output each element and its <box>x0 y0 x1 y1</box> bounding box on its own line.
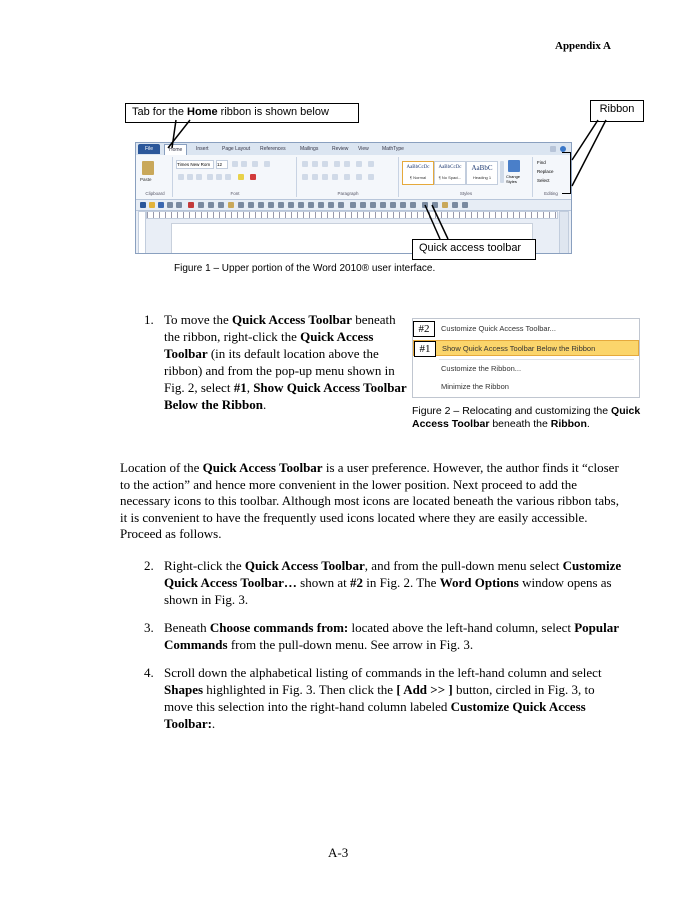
caption-text: . <box>586 418 590 430</box>
font-size-box[interactable]: 12 <box>216 160 228 169</box>
text-run: window opens as shown in Fig. 3. <box>164 575 612 607</box>
page-number: A-3 <box>328 845 349 860</box>
text-run: , and from the pull-down menu select <box>364 558 563 573</box>
tab-file[interactable]: File <box>138 144 160 154</box>
text-run: from the pull-down menu. See arrow in Fig. 3. <box>227 637 474 652</box>
step-number: 2. <box>144 558 154 573</box>
context-menu-screenshot <box>412 318 640 398</box>
editing-group-label: Editing <box>544 191 558 196</box>
caption-bold: Quick Access Toolbar <box>412 405 641 430</box>
replace-button[interactable]: Replace <box>537 169 554 174</box>
tab-page-layout[interactable]: Page Layout <box>222 146 251 152</box>
caption-text: Figure 2 – Relocating and customizing the <box>412 405 612 417</box>
style-name: Heading 1 <box>472 175 492 180</box>
style-name: ¶ No Spaci... <box>438 175 462 180</box>
text-run: . <box>211 716 216 731</box>
text-run: . <box>262 397 267 412</box>
figure1-caption: Figure 1 – Upper portion of the Word 2010® user interface. <box>174 263 436 274</box>
appendix-header: Appendix A <box>555 40 611 52</box>
clipboard-group-label: Clipboard <box>145 191 165 196</box>
text-run: button, circled in Fig. 3, to move this selection into the right-hand column labeled <box>164 682 595 714</box>
text-run: , <box>246 380 254 395</box>
figure2-caption <box>412 405 642 431</box>
menu-customize-qat[interactable] <box>413 321 639 337</box>
caption-text: beneath the <box>489 418 551 430</box>
text-run: Location of the <box>120 460 203 475</box>
marker-1: #1 <box>414 341 436 357</box>
bold-run: Customize Quick Access Toolbar: <box>164 699 586 731</box>
ribbon-pointer-line <box>572 120 598 160</box>
step-text <box>164 619 624 653</box>
bold-run: [ Add >> ] <box>396 682 453 697</box>
bold-run: Shapes <box>164 682 204 697</box>
bold-run: Quick Access Toolbar <box>202 460 323 475</box>
text-run: beneath the ribbon, right-click the <box>164 312 396 344</box>
text-run: is a user preference. However, the author finds it “closer to the action” and hence more convenient in the lower position. Next proceed to add the necessary icons to this toolbar. Although most icons are located beneath the various ribbon tabs, it is convenient to have the frequently used icons located where they are easily accessible. Proceed as follows. <box>120 460 619 541</box>
bold-run: Quick Access Toolbar <box>232 312 352 327</box>
text-run: (in its default location above the ribbon) and from the pop-up menu shown in Fig. 2, select <box>164 346 395 395</box>
bold-run: Show Quick Access Toolbar Below the Ribbon <box>164 380 407 412</box>
change-styles-label[interactable]: Change Styles <box>506 174 521 184</box>
callout-bold: Home <box>187 106 218 118</box>
step-number: 1. <box>144 312 154 327</box>
bold-run: Quick Access Toolbar <box>244 558 365 573</box>
tab-insert[interactable]: Insert <box>196 146 209 152</box>
tab-mathtype[interactable]: MathType <box>382 146 404 152</box>
menu-show-qat-below[interactable] <box>413 340 639 356</box>
tab-home[interactable]: Home <box>164 144 187 155</box>
bold-run: #1 <box>233 380 247 395</box>
bold-run: #2 <box>350 575 364 590</box>
font-name-box[interactable]: Times New Rom <box>176 160 214 169</box>
callout-text: ribbon is shown below <box>217 106 329 118</box>
qat-pointer-line <box>432 205 448 239</box>
step-text <box>164 557 624 608</box>
menu-label: Show Quick Access Toolbar Below the Ribbon <box>442 344 596 353</box>
text-run: To move the <box>164 312 233 327</box>
bold-run: Popular Commands <box>164 620 619 652</box>
paste-label: Paste <box>140 177 152 182</box>
text-run: Right-click the <box>164 558 245 573</box>
text-run: shown at <box>296 575 351 590</box>
marker-2: #2 <box>413 321 435 337</box>
menu-customize-ribbon[interactable] <box>413 361 639 377</box>
text-run: in Fig. 2. The <box>363 575 440 590</box>
bold-run: Customize Quick Access Toolbar… <box>164 558 622 590</box>
bold-run: Word Options <box>439 575 519 590</box>
style-sample: AaBbCcDc <box>406 165 430 170</box>
styles-group-label: Styles <box>459 191 473 196</box>
caption-bold: Ribbon <box>550 418 587 430</box>
tab-mailings[interactable]: Mailings <box>300 146 319 152</box>
callout-pointers <box>0 0 695 300</box>
step-number: 4. <box>144 665 154 680</box>
tab-review[interactable]: Review <box>332 146 349 152</box>
menu-label: Customize Quick Access Toolbar... <box>441 324 556 333</box>
tab-references[interactable]: References <box>260 146 286 152</box>
home-pointer-line <box>172 120 176 148</box>
menu-minimize-ribbon[interactable] <box>413 379 639 395</box>
bold-run: Choose commands from: <box>209 620 349 635</box>
menu-separator <box>439 359 634 360</box>
location-paragraph <box>120 460 620 543</box>
text-run: highlighted in Fig. 3. Then click the <box>203 682 397 697</box>
home-pointer-line <box>168 120 190 148</box>
text-run: Scroll down the alphabetical listing of commands in the left-hand column and select <box>164 665 602 680</box>
text-run: Beneath <box>164 620 210 635</box>
step-number: 3. <box>144 620 154 635</box>
callout-text: Tab for the <box>132 106 188 118</box>
step-text <box>164 311 409 413</box>
qat-pointer-line <box>425 205 440 239</box>
step-text <box>164 664 624 732</box>
style-sample: AaBbCcDc <box>438 165 462 170</box>
style-name: ¶ Normal <box>409 175 427 180</box>
paragraph-group-label: Paragraph <box>337 191 359 196</box>
select-button[interactable]: Select <box>537 178 550 183</box>
font-group-label: Font <box>230 191 240 196</box>
menu-label: Customize the Ribbon... <box>441 364 522 373</box>
ribbon-callout: Ribbon <box>590 100 644 122</box>
menu-label: Minimize the Ribbon <box>441 382 509 391</box>
qat-callout: Quick access toolbar <box>412 239 536 260</box>
style-sample: AaBbC <box>471 164 493 172</box>
find-button[interactable]: Find <box>537 160 546 165</box>
text-run: located above the left-hand column, select <box>348 620 575 635</box>
tab-view[interactable]: View <box>358 146 369 152</box>
bold-run: Quick Access Toolbar <box>164 329 374 361</box>
